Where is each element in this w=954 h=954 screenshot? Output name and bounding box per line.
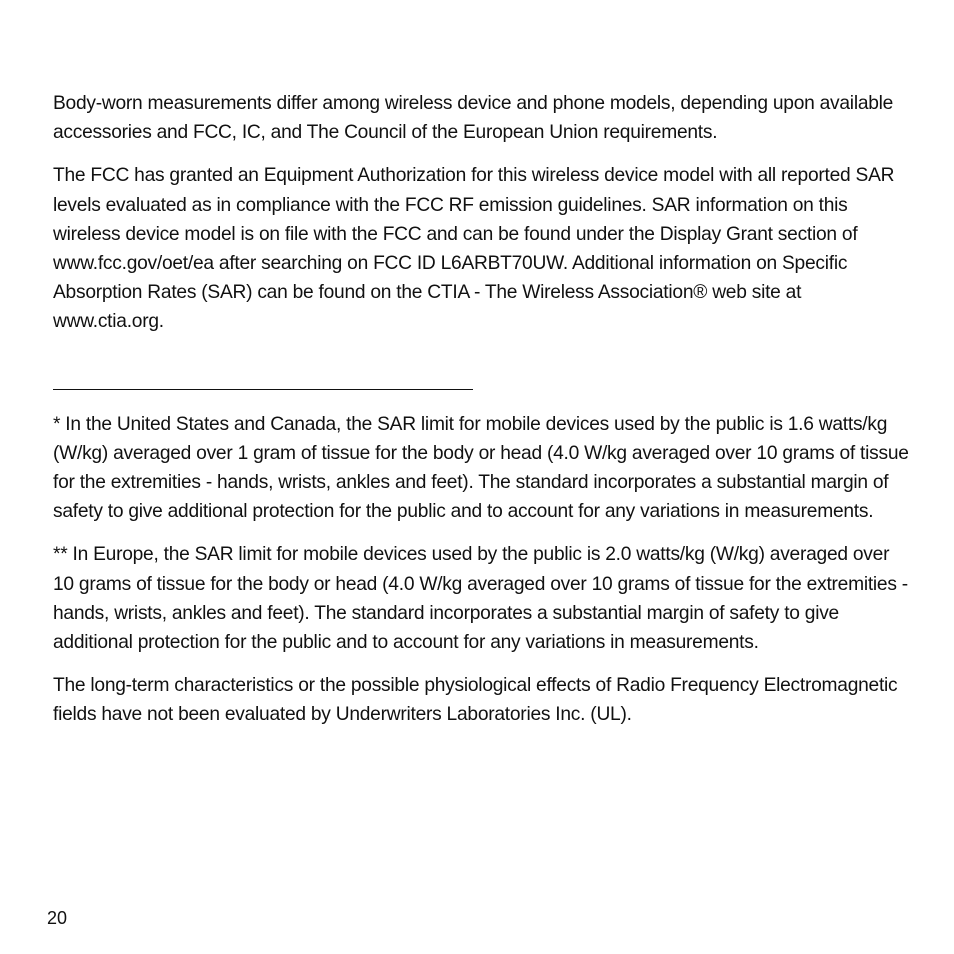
footnote-europe: ** In Europe, the SAR limit for mobile devices used by the public is 2.0 watts/kg (W/kg) averaged over 10 grams of tissue for the body or head (4.0 W/kg averaged over 10 grams of tissue for the extremities - hands, wrists, ankles and feet). The standard incorporates a substantial margin of safety to give additional protection for the public and to account for any variations in measurements.	[53, 544, 908, 654]
fcc-paragraph-text-end: .	[158, 311, 164, 333]
ctia-link[interactable]: www.ctia.org	[53, 311, 159, 333]
fcc-authorization-paragraph	[53, 161, 909, 336]
body-worn-paragraph: Body-worn measurements differ among wireless device and phone models, depending upon available accessories and FCC, IC, and The Council of the European Union requirements.	[53, 93, 894, 144]
footnote-divider	[53, 389, 473, 390]
page-number: 20	[47, 908, 68, 928]
fcc-link[interactable]: www.fcc.gov/oet/ea	[53, 253, 214, 275]
footnote-us-canada: * In the United States and Canada, the SAR limit for mobile devices used by the public is 1.6 watts/kg (W/kg) averaged over 1 gram of tissue for the body or head (4.0 W/kg averaged over 10 grams of tissue for the extremities - hands, wrists, ankles and feet). The standard incorporates a substantial margin of safety to give additional protection for the public and to account for any variations in measurements.	[53, 413, 909, 523]
document-body	[53, 89, 909, 730]
ul-statement-paragraph: The long-term characteristics or the possible physiological effects of Radio Frequency Electromagnetic fields have not been evaluated by Underwriters Laboratories Inc. (UL).	[53, 675, 898, 726]
fcc-paragraph-text-start: The FCC has granted an Equipment Authorization for this wireless device model with all reported SAR levels evaluated as in compliance with the FCC RF emission guidelines. SAR information on this wireless device model is on file with the FCC and can be found under the Display Grant section of	[53, 165, 895, 245]
fcc-paragraph-text-middle: after searching on FCC ID L6ARBT70UW. Additional information on Specific Absorption Rates (SAR) can be found on the CTIA - The Wireless Association® web site at	[53, 253, 848, 304]
